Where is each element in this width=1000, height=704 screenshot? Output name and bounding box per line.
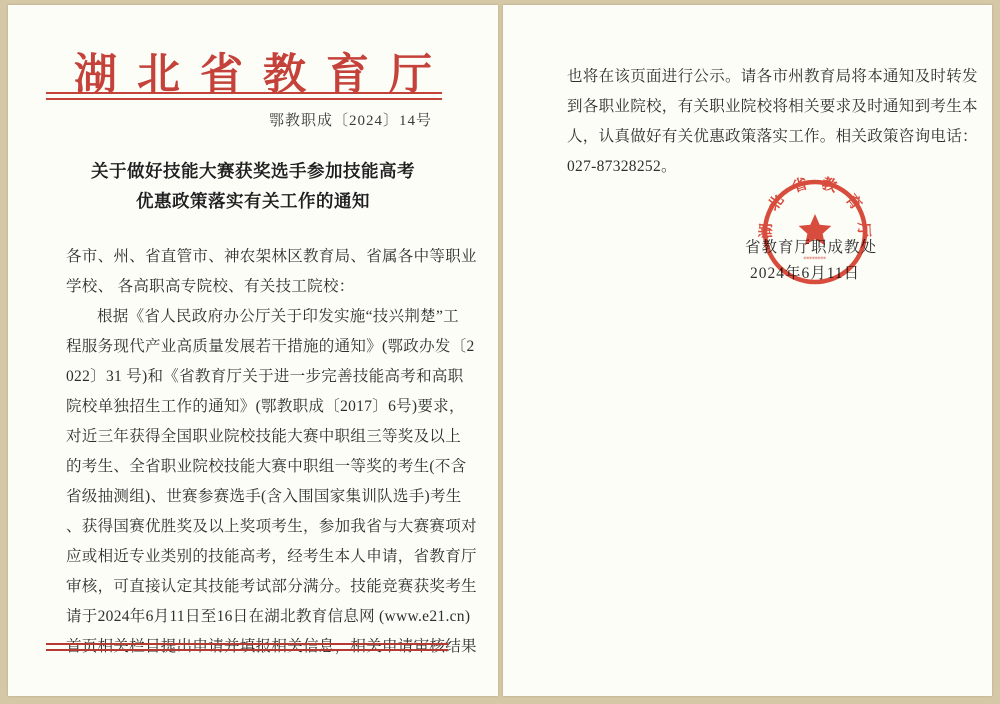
body-line: 应或相近专业类别的技能高考，经考生本人申请，省教育厅 <box>66 548 477 565</box>
document-title-line2: 优惠政策落实有关工作的通知 <box>136 191 370 211</box>
seal-arc-text: 湖北省教育厅 <box>758 176 872 239</box>
document-number: 鄂教职成〔2024〕14号 <box>268 113 432 129</box>
body-line: 审核，可直接认定其技能考试部分满分。技能竞赛获奖考生 <box>66 578 477 595</box>
document-title <box>8 156 498 216</box>
body-line: 程服务现代产业高质量发展若干措施的通知》(鄂政办发〔2 <box>66 338 475 355</box>
body-line: 、获得国赛优胜奖及以上奖项考生，参加我省与大赛赛项对 <box>66 518 477 535</box>
footer-double-rule <box>46 643 448 651</box>
body-line: 人，认真做好有关优惠政策落实工作。相关政策咨询电话： <box>567 128 978 145</box>
body-line: 院校单独招生工作的通知》(鄂教职成〔2017〕6号)要求， <box>66 398 465 415</box>
salutation-line: 各市、州、省直管市、神农架林区教育局、省属各中等职业 <box>66 248 477 265</box>
body-line: 根据《省人民政府办公厅关于印发实施“技兴荆楚”工 <box>97 308 459 325</box>
body-line: 省级抽测组)、世赛参赛选手(含入围国家集训队选手)考生 <box>66 488 462 505</box>
body-line: 到各职业院校，有关职业院校将相关要求及时通知到考生本 <box>567 98 978 115</box>
issuing-department-signature: 省教育厅职成教处 <box>745 239 878 256</box>
body-line: 首页相关栏目提出申请并填报相关信息，相关申请审核结果 <box>66 638 477 655</box>
body-line: 也将在该页面进行公示。请各市州教育局将本通知及时转发 <box>567 68 978 85</box>
body-line: 请于2024年6月11日至16日在湖北教育信息网 (www.e21.cn) <box>66 608 471 625</box>
header-double-rule <box>46 92 442 100</box>
page-1-body <box>66 242 477 662</box>
issue-date: 2024年6月11日 <box>750 265 861 282</box>
salutation-line: 学校、 各高职高专院校、有关技工院校： <box>66 278 355 295</box>
official-seal-stamp-icon <box>755 172 875 292</box>
page-2-body <box>567 62 978 182</box>
body-line: 对近三年获得全国职业院校技能大赛中职组三等奖及以上 <box>66 428 462 445</box>
agency-name-header: 湖北省教育厅 <box>74 52 452 99</box>
body-line: 027-87328252。 <box>567 158 677 175</box>
body-line: 022〕31 号)和《省教育厅关于进一步完善技能高考和高职 <box>66 368 464 385</box>
page-1 <box>8 5 498 696</box>
body-line: 的考生、全省职业院校技能大赛中职组一等奖的考生(不含 <box>66 458 467 475</box>
seal-star-icon <box>799 214 832 245</box>
document-title-line1: 关于做好技能大赛获奖选手参加技能高考 <box>91 161 415 181</box>
page-2 <box>503 5 992 696</box>
seal-bottom-marks: ▪▪▪▪▪▪▪▪ <box>803 255 827 262</box>
